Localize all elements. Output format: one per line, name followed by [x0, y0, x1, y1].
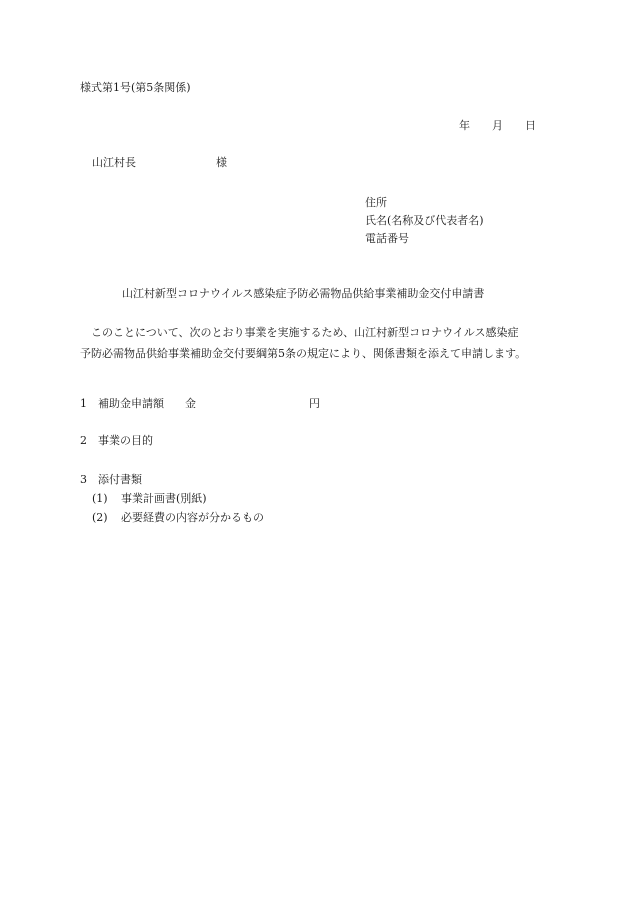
item-purpose	[80, 435, 153, 446]
item-number: 1	[80, 397, 87, 410]
item-label: 補助金申請額	[98, 397, 164, 410]
item-number: 3	[80, 473, 87, 486]
item-number: 2	[80, 434, 87, 447]
date-month: 月	[492, 119, 503, 132]
item-label: 事業の目的	[98, 434, 153, 447]
item-attachments	[80, 474, 142, 485]
addressee-honorific: 様	[216, 156, 227, 169]
date-day: 日	[525, 119, 536, 132]
document-title: 山江村新型コロナウイルス感染症予防必需物品供給事業補助金交付申請書	[122, 287, 485, 300]
date-year: 年	[459, 119, 470, 132]
form-number: 様式第1号(第5条関係)	[80, 81, 191, 94]
applicant-block	[365, 194, 484, 248]
subitem-label: 必要経費の内容が分かるもの	[121, 511, 264, 524]
subitem-label: 事業計画書(別紙)	[121, 492, 207, 505]
applicant-name-label: 氏名(名称及び代表者名)	[365, 214, 484, 227]
amount-prefix: 金	[185, 397, 196, 410]
attachment-subitem	[92, 512, 264, 523]
date-line	[459, 120, 536, 131]
applicant-address-label: 住所	[365, 196, 387, 209]
subitem-number: (2)	[92, 511, 108, 524]
body-line-1: このことについて、次のとおり事業を実施するため、山江村新型コロナウイルス感染症	[91, 326, 519, 339]
addressee	[92, 157, 227, 168]
item-subsidy-amount	[80, 398, 320, 409]
subitem-number: (1)	[92, 492, 108, 505]
body-paragraph	[80, 322, 550, 364]
body-line-2: 予防必需物品供給事業補助金交付要綱第5条の規定により、関係書類を添えて申請します。	[80, 347, 527, 360]
addressee-name: 山江村長	[92, 156, 136, 169]
item-label: 添付書類	[98, 473, 142, 486]
attachment-subitem	[92, 493, 207, 504]
amount-suffix: 円	[309, 397, 320, 410]
applicant-phone-label: 電話番号	[365, 232, 409, 245]
